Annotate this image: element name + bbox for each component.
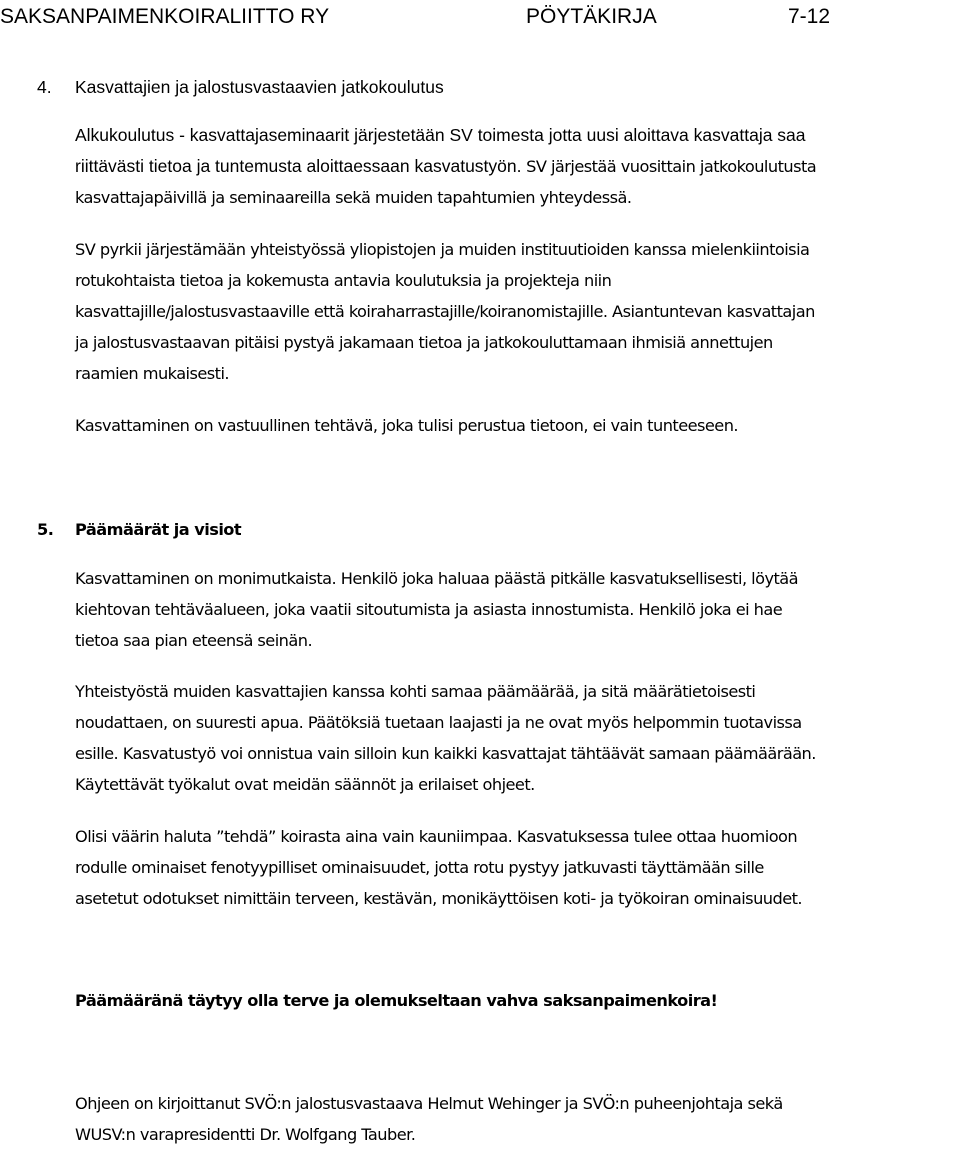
section-5-number: 5.: [37, 520, 54, 539]
author-note: [75, 1088, 960, 1150]
paragraph-line: noudattaen, on suuresti apua. Päätöksiä tuetaan laajasti ja ne ovat myös helpommin tuotavissa: [75, 713, 802, 732]
goal-statement: Päämääränä täytyy olla terve ja olemukseltaan vahva saksanpaimenkoira!: [75, 991, 718, 1010]
paragraph-line: tietoa saa pian eteensä seinän.: [75, 631, 313, 650]
paragraph-line: WUSV:n varapresidentti Dr. Wolfgang Tauber.: [75, 1125, 416, 1144]
paragraph-line: rodulle ominaiset fenotyypilliset ominaisuudet, jotta rotu pystyy jatkuvasti täyttämään sille: [75, 858, 764, 877]
section-5-goal-statement: [75, 985, 960, 1016]
paragraph-line: ja jalostusvastaavan pitäisi pystyä jakamaan tietoa ja jatkokouluttamaan ihmisiä annettujen: [75, 333, 773, 352]
page-number: 7-12: [788, 5, 831, 28]
paragraph-line: kiehtovan tehtäväalueen, joka vaatii sitoutumista ja asiasta innostumista. Henkilö joka ei hae: [75, 600, 783, 619]
paragraph-line: [75, 151, 960, 182]
section-4-paragraph-2: [75, 234, 960, 389]
paragraph-line: kasvattajille/jalostusvastaaville että koiraharrastajille/koiranomistajille. Asiantuntevan kasvattajan: [75, 302, 815, 321]
paragraph-line: kasvattajapäivillä ja seminaareilla sekä muiden tapahtumien yhteydessä.: [75, 188, 632, 207]
section-4-paragraph-3: [75, 410, 960, 441]
section-5-paragraph-2: [75, 676, 960, 800]
paragraph-line: Kasvattaminen on monimutkaista. Henkilö joka haluaa päästä pitkälle kasvatuksellisesti, löytää: [75, 569, 799, 588]
paragraph-line: esille. Kasvatustyö voi onnistua vain silloin kun kaikki kasvattajat tähtäävät samaan päämäärään.: [75, 744, 816, 763]
section-4-title: Kasvattajien ja jalostusvastaavien jatkokoulutus: [75, 77, 444, 97]
paragraph-line: Olisi väärin haluta ”tehdä” koirasta aina vain kauniimpaa. Kasvatuksessa tulee ottaa huomioon: [75, 827, 798, 846]
organization-name: SAKSANPAIMENKOIRALIITTO RY: [0, 5, 330, 28]
section-5-paragraph-3: [75, 821, 960, 914]
paragraph-segment: SV järjestää vuosittain jatkokoulutusta: [526, 157, 817, 176]
paragraph-line: raamien mukaisesti.: [75, 364, 230, 383]
section-4-number: 4.: [37, 77, 52, 97]
paragraph-line: rotukohtaista tietoa ja kokemusta antavia koulutuksia ja projekteja niin: [75, 271, 612, 290]
paragraph-line: asetetut odotukset nimittäin terveen, kestävän, monikäyttöisen koti- ja työkoiran ominaisuudet.: [75, 889, 803, 908]
document-type: PÖYTÄKIRJA: [526, 5, 657, 28]
paragraph-line: SV pyrkii järjestämään yhteistyössä yliopistojen ja muiden instituutioiden kanssa mielenkiintoisia: [75, 240, 810, 259]
paragraph-line: Kasvattaminen on vastuullinen tehtävä, joka tulisi perustua tietoon, ei vain tunteeseen.: [75, 416, 739, 435]
paragraph-line: Alkukoulutus - kasvattajaseminaarit järjestetään SV toimesta jotta uusi aloittava kasvattaja saa: [75, 125, 806, 145]
paragraph-line: Yhteistyöstä muiden kasvattajien kanssa kohti samaa päämäärää, ja sitä määrätietoisesti: [75, 682, 756, 701]
paragraph-line: Ohjeen on kirjoittanut SVÖ:n jalostusvastaava Helmut Wehinger ja SVÖ:n puheenjohtaja sekä: [75, 1094, 783, 1113]
section-5-title: Päämäärät ja visiot: [75, 520, 242, 539]
paragraph-line: Käytettävät työkalut ovat meidän säännöt ja erilaiset ohjeet.: [75, 775, 535, 794]
section-5-paragraph-1: [75, 563, 960, 656]
section-4-paragraph-1: [75, 120, 960, 213]
paragraph-segment: riittävästi tietoa ja tuntemusta aloittaessaan kasvatustyön.: [75, 156, 522, 176]
